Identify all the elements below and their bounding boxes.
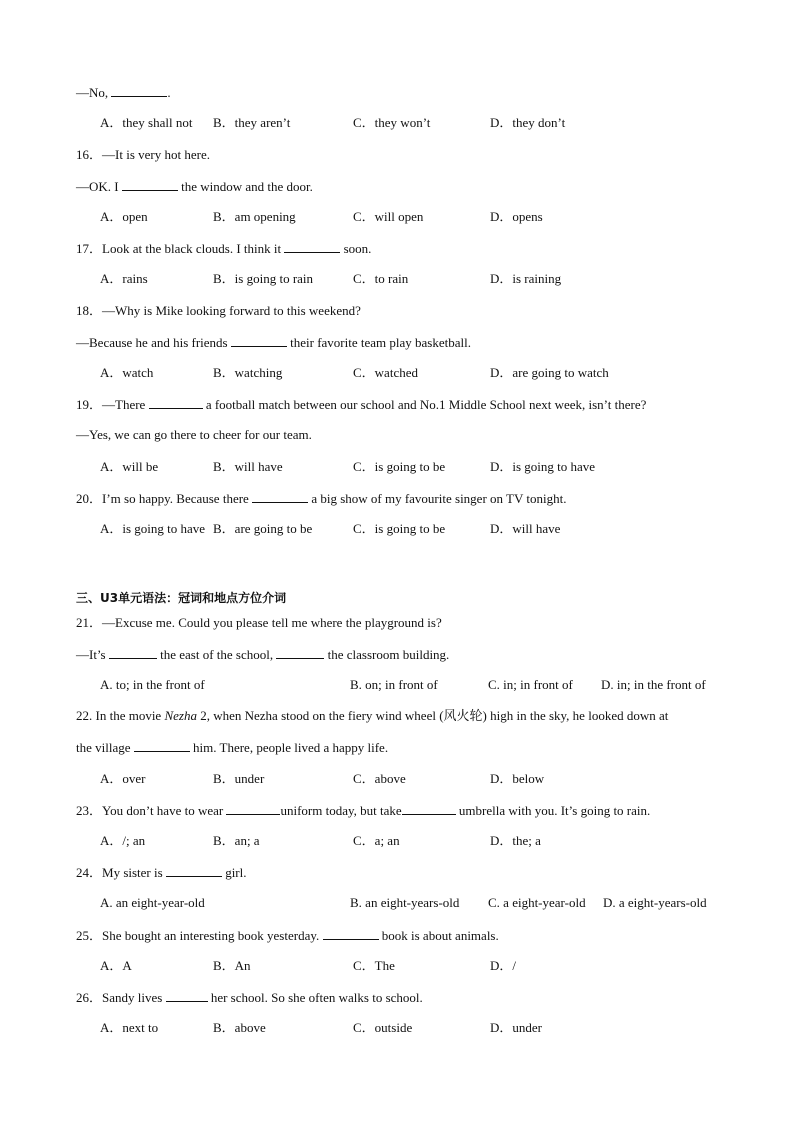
option-b: B. an eight-years-old — [350, 895, 460, 910]
option-a: A．open — [100, 209, 148, 224]
answer-blank — [109, 646, 157, 659]
option-b: B．are going to be — [213, 521, 313, 536]
answer-blank — [276, 646, 324, 659]
option-d: D．is going to have — [490, 459, 596, 474]
q15-answer-line: —No, . — [76, 85, 171, 100]
answer-blank — [111, 84, 167, 97]
answer-blank — [122, 178, 178, 191]
option-b: B．is going to rain — [213, 271, 314, 286]
option-d: D．they don’t — [490, 115, 566, 130]
option-c: C．is going to be — [353, 459, 446, 474]
option-d: D．is raining — [490, 271, 562, 286]
option-b: B．will have — [213, 459, 283, 474]
option-b: B．they aren’t — [213, 115, 291, 130]
option-a: A. an eight-year-old — [100, 895, 205, 910]
question-20: 20．I’m so happy. Because there a big show of my favourite singer on TV tonight. — [76, 491, 567, 506]
option-c: C．watched — [353, 365, 418, 380]
option-b: B．An — [213, 958, 251, 973]
option-c: C．is going to be — [353, 521, 446, 536]
option-c: C．outside — [353, 1020, 413, 1035]
option-d: D．will have — [490, 521, 561, 536]
question-24: 24．My sister is girl. — [76, 865, 247, 880]
option-a: A．next to — [100, 1020, 159, 1035]
question-26: 26．Sandy lives her school. So she often walks to school. — [76, 990, 423, 1005]
answer-blank — [149, 396, 203, 409]
question-19: 19．—There a football match between our school and No.1 Middle School next week, isn’t there? — [76, 397, 647, 412]
answer-blank — [134, 739, 190, 752]
question-22: 22. In the movie Nezha 2, when Nezha stood on the fiery wind wheel (风火轮) high in the sky, he looked down at — [76, 708, 669, 723]
question-17: 17．Look at the black clouds. I think it soon. — [76, 241, 372, 256]
option-a: A．rains — [100, 271, 148, 286]
option-c: C．to rain — [353, 271, 409, 286]
option-b: B．above — [213, 1020, 266, 1035]
option-b: B．watching — [213, 365, 283, 380]
option-d: D．below — [490, 771, 545, 786]
option-d: D．under — [490, 1020, 542, 1035]
question-16-reply: —OK. I the window and the door. — [76, 179, 313, 194]
option-c: C．a; an — [353, 833, 400, 848]
option-d: D. a eight-years-old — [603, 895, 707, 910]
question-25: 25．She bought an interesting book yesterday. book is about animals. — [76, 928, 499, 943]
option-d: D. in; in the front of — [601, 677, 706, 692]
section-title: 三、U3单元语法：冠词和地点方位介词 — [76, 591, 287, 605]
question-16: 16．—It is very hot here. — [76, 147, 210, 162]
question-21-reply: —It’s the east of the school, the classroom building. — [76, 647, 450, 662]
question-18: 18．—Why is Mike looking forward to this weekend? — [76, 303, 361, 318]
question-22-line2: the village him. There, people lived a happy life. — [76, 740, 389, 755]
option-c: C．above — [353, 771, 406, 786]
option-b: B．am opening — [213, 209, 296, 224]
option-b: B．under — [213, 771, 265, 786]
option-d: D．/ — [490, 958, 517, 973]
option-d: D．are going to watch — [490, 365, 609, 380]
answer-blank — [231, 334, 287, 347]
option-b: B．an; a — [213, 833, 260, 848]
option-c: C．they won’t — [353, 115, 431, 130]
question-19-reply: —Yes, we can go there to cheer for our team. — [76, 427, 312, 442]
option-a: A．watch — [100, 365, 154, 380]
question-23: 23．You don’t have to wear uniform today, but take umbrella with you. It’s going to rain. — [76, 803, 651, 818]
answer-blank — [323, 927, 379, 940]
option-a: A．will be — [100, 459, 159, 474]
answer-blank — [284, 240, 340, 253]
answer-blank — [166, 989, 208, 1002]
option-a: A．over — [100, 771, 146, 786]
option-c: C．The — [353, 958, 395, 973]
option-a: A. to; in the front of — [100, 677, 205, 692]
option-c: C. a eight-year-old — [488, 895, 586, 910]
option-a: A．they shall not — [100, 115, 193, 130]
option-c: C．will open — [353, 209, 424, 224]
option-a: A．is going to have — [100, 521, 206, 536]
option-c: C. in; in front of — [488, 677, 573, 692]
option-d: D．the; a — [490, 833, 541, 848]
question-18-reply: —Because he and his friends their favorite team play basketball. — [76, 335, 471, 350]
answer-blank — [226, 802, 280, 815]
answer-blank — [166, 864, 222, 877]
question-21: 21．—Excuse me. Could you please tell me where the playground is? — [76, 615, 442, 630]
option-d: D．opens — [490, 209, 543, 224]
option-a: A．/; an — [100, 833, 146, 848]
answer-blank — [402, 802, 456, 815]
option-a: A．A — [100, 958, 132, 973]
option-b: B. on; in front of — [350, 677, 438, 692]
answer-blank — [252, 490, 308, 503]
